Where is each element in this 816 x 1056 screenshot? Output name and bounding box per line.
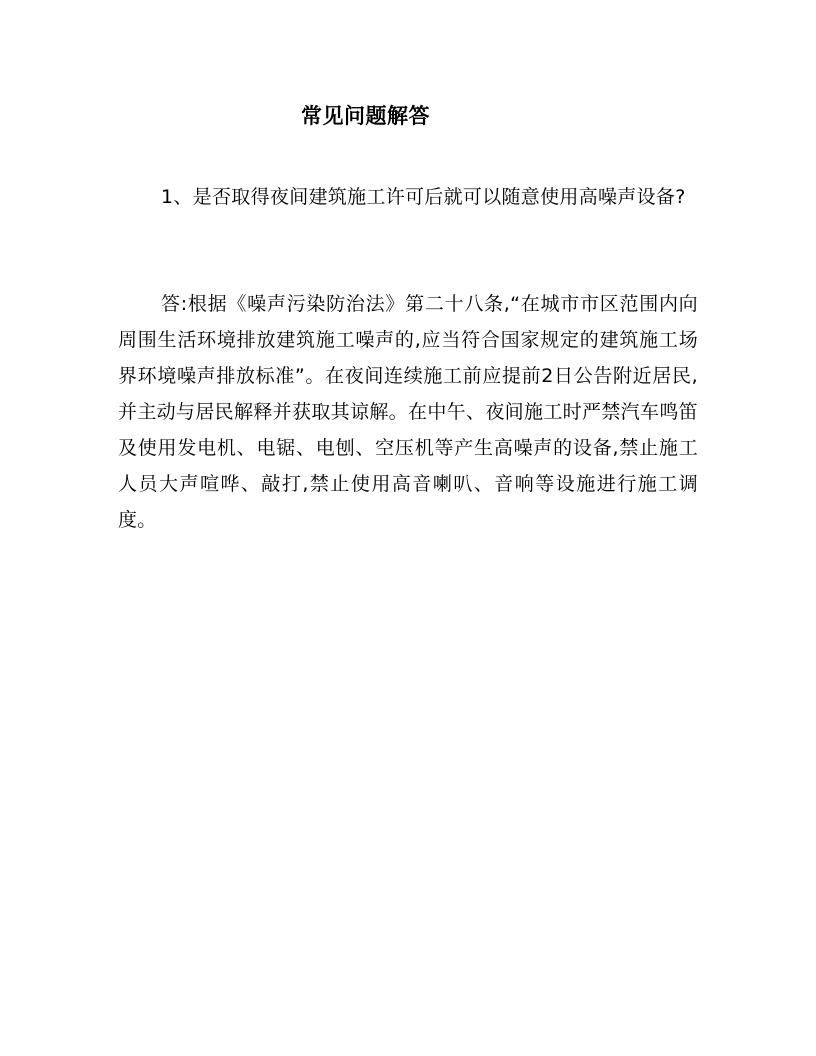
answer-paragraph: 答:根据《噪声污染防治法》第二十八条,“在城市市区范围内向周围生活环境排放建筑施工噪声的,应当符合国家规定的建筑施工场界环境噪声排放标准”。在夜间连续施工前应提前2日公告附近居民,并主动与居民解释并获取其谅解。在中午、夜间施工时严禁汽车鸣笛及使用发电机、电锯、电刨、空压机等产生高噪声的设备,禁止施工人员大声喧哗、敲打,禁止使用高音喇叭、音响等设施进行施工调度。 [118, 293, 698, 531]
document-title: 常见问题解答 [301, 104, 430, 128]
question-paragraph: 1、是否取得夜间建筑施工许可后就可以随意使用高噪声设备? [161, 186, 686, 208]
